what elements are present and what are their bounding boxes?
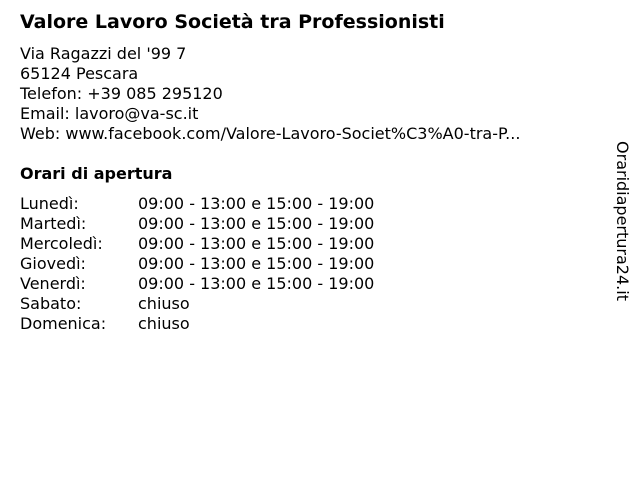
day-label: Giovedì: xyxy=(20,254,86,273)
phone-number: Telefon: +39 085 295120 xyxy=(20,84,223,103)
day-label: Mercoledì: xyxy=(20,234,103,253)
day-label: Martedì: xyxy=(20,214,87,233)
contact-info xyxy=(20,44,520,144)
time-range: 09:00 - 13:00 e 15:00 - 19:00 xyxy=(138,194,375,213)
business-name: Valore Lavoro Società tra Professionisti xyxy=(20,11,445,33)
brand-text: Oraridiapertura24.it xyxy=(613,141,632,301)
time-range: 09:00 - 13:00 e 15:00 - 19:00 xyxy=(138,214,375,233)
time-range: chiuso xyxy=(138,314,190,333)
time-range: chiuso xyxy=(138,294,190,313)
address-city: 65124 Pescara xyxy=(20,64,139,83)
time-range: 09:00 - 13:00 e 15:00 - 19:00 xyxy=(138,274,375,293)
time-range: 09:00 - 13:00 e 15:00 - 19:00 xyxy=(138,254,375,273)
day-label: Venerdì: xyxy=(20,274,86,293)
website-url: Web: www.facebook.com/Valore-Lavoro-Societ%C3%A0-tra-P... xyxy=(20,124,521,143)
opening-hours-title: Orari di apertura xyxy=(20,164,173,183)
email-address: Email: lavoro@va-sc.it xyxy=(20,104,199,123)
address-street: Via Ragazzi del '99 7 xyxy=(20,44,187,63)
day-label: Lunedì: xyxy=(20,194,79,213)
day-label: Domenica: xyxy=(20,314,107,333)
day-label: Sabato: xyxy=(20,294,82,313)
brand-watermark xyxy=(612,135,632,307)
time-range: 09:00 - 13:00 e 15:00 - 19:00 xyxy=(138,234,375,253)
